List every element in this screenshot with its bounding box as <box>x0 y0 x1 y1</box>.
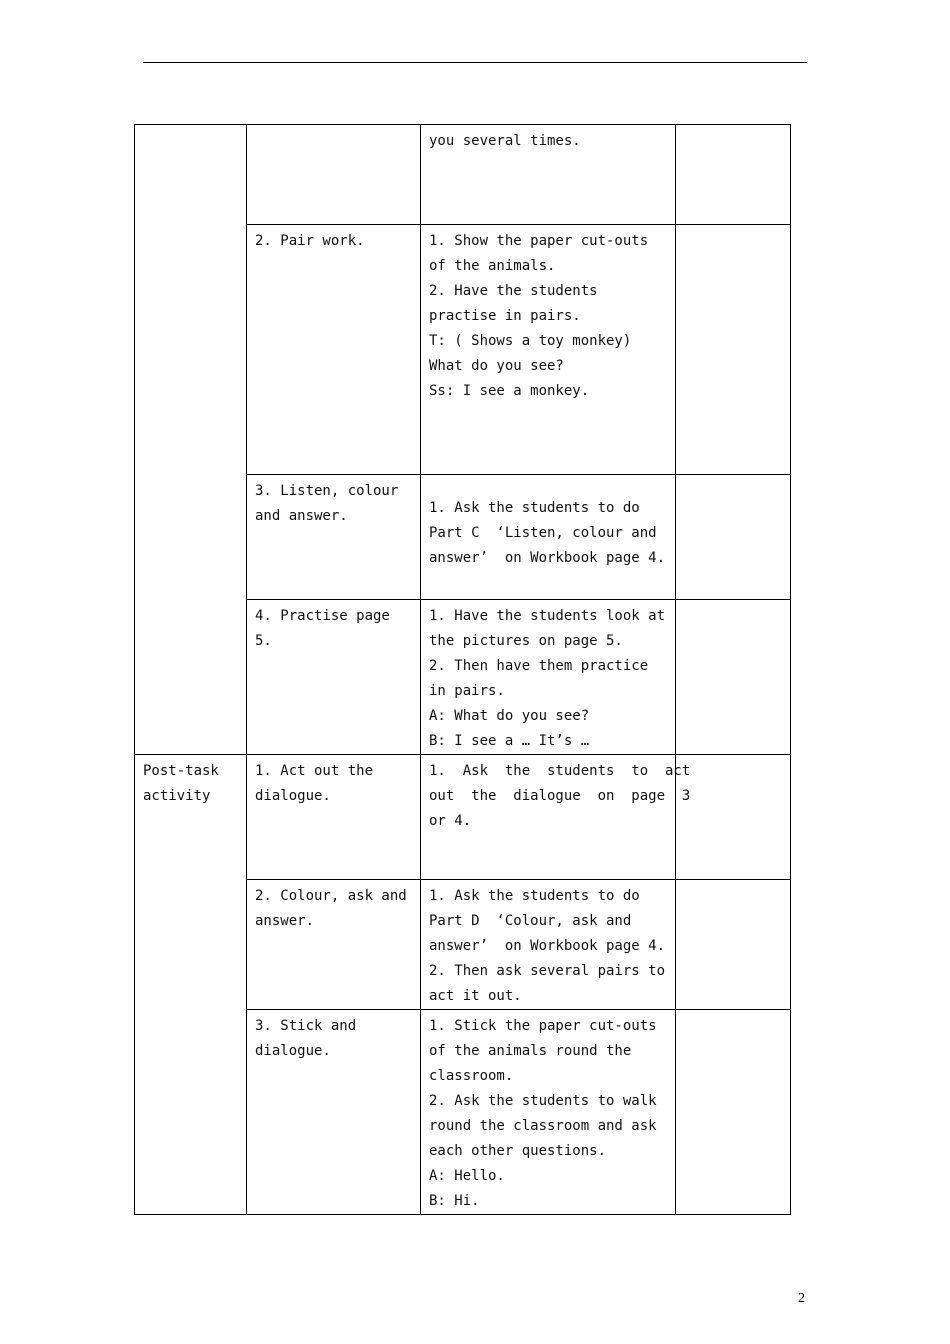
page-number: 2 <box>798 1291 805 1306</box>
procedure-line: 2. Have the students <box>429 283 598 299</box>
notes-cell <box>676 755 791 880</box>
procedure-line: in pairs. <box>429 683 505 699</box>
activity-cell <box>247 125 421 225</box>
procedure-line: 2. Then ask several pairs to <box>429 963 666 979</box>
activity-line: 3. Stick and <box>255 1018 357 1034</box>
procedure-line: answer’ on Workbook page 4. <box>429 938 666 954</box>
table-row <box>135 125 791 225</box>
procedure-line: A: What do you see? <box>429 708 590 724</box>
stage-line: activity <box>143 788 211 804</box>
activity-cell <box>247 225 421 475</box>
procedure-line: What do you see? <box>429 358 564 374</box>
procedure-line: 1. Show the paper cut-outs <box>429 233 649 249</box>
procedure-line: Ss: I see a monkey. <box>429 383 590 399</box>
procedure-line: 2. Then have them practice <box>429 658 649 674</box>
procedure-line: 1. Have the students look at <box>429 608 666 624</box>
activity-line: and answer. <box>255 508 348 524</box>
procedure-line: of the animals round the <box>429 1043 632 1059</box>
procedure-cell <box>421 880 676 1010</box>
activity-line: 2. Pair work. <box>255 233 365 249</box>
notes-cell <box>676 1010 791 1215</box>
lesson-plan-table <box>134 124 791 1215</box>
procedure-cell <box>421 125 676 225</box>
procedure-line: 2. Ask the students to walk <box>429 1093 657 1109</box>
stage-cell <box>135 755 247 1215</box>
procedure-line: T: ( Shows a toy monkey) <box>429 333 632 349</box>
notes-cell <box>676 225 791 475</box>
procedure-cell <box>421 755 691 880</box>
activity-line: dialogue. <box>255 788 331 804</box>
procedure-line: act it out. <box>429 988 522 1004</box>
activity-cell <box>247 755 421 880</box>
procedure-line: Part C ‘Listen, colour and <box>429 525 657 541</box>
table-row <box>135 755 791 880</box>
procedure-line: 1. Stick the paper cut-outs <box>429 1018 657 1034</box>
header-rule <box>143 62 807 63</box>
procedure-line: or 4. <box>429 813 472 829</box>
activity-line: 1. Act out the <box>255 763 374 779</box>
activity-line: dialogue. <box>255 1043 331 1059</box>
procedure-line: 1. Ask the students to act <box>429 763 691 779</box>
stage-line: Post-task <box>143 763 219 779</box>
activity-line: 3. Listen, colour <box>255 483 399 499</box>
activity-cell <box>247 600 421 755</box>
procedure-line: 1. Ask the students to do <box>429 500 640 516</box>
procedure-line: the pictures on page 5. <box>429 633 623 649</box>
activity-cell <box>247 1010 421 1215</box>
notes-cell <box>676 475 791 600</box>
notes-cell <box>676 880 791 1010</box>
procedure-line: A: Hello. <box>429 1168 505 1184</box>
procedure-line: classroom. <box>429 1068 514 1084</box>
activity-line: 5. <box>255 633 272 649</box>
procedure-cell <box>421 1010 676 1215</box>
procedure-line: practise in pairs. <box>429 308 581 324</box>
procedure-line: Part D ‘Colour, ask and <box>429 913 632 929</box>
procedure-line: of the animals. <box>429 258 556 274</box>
notes-cell <box>676 125 791 225</box>
procedure-line: out the dialogue on page 3 <box>429 788 691 804</box>
procedure-line: you several times. <box>429 133 581 149</box>
activity-line: answer. <box>255 913 315 929</box>
procedure-line: B: Hi. <box>429 1193 480 1209</box>
activity-cell <box>247 475 421 600</box>
procedure-line: 1. Ask the students to do <box>429 888 640 904</box>
procedure-cell <box>421 600 676 755</box>
procedure-line: answer’ on Workbook page 4. <box>429 550 666 566</box>
activity-cell <box>247 880 421 1010</box>
procedure-line: B: I see a … It’s … <box>429 733 590 749</box>
procedure-line: each other questions. <box>429 1143 607 1159</box>
notes-cell <box>676 600 791 755</box>
procedure-cell <box>421 225 676 475</box>
stage-cell <box>135 125 247 755</box>
activity-line: 4. Practise page <box>255 608 390 624</box>
procedure-cell <box>421 475 676 600</box>
procedure-line: round the classroom and ask <box>429 1118 657 1134</box>
activity-line: 2. Colour, ask and <box>255 888 407 904</box>
